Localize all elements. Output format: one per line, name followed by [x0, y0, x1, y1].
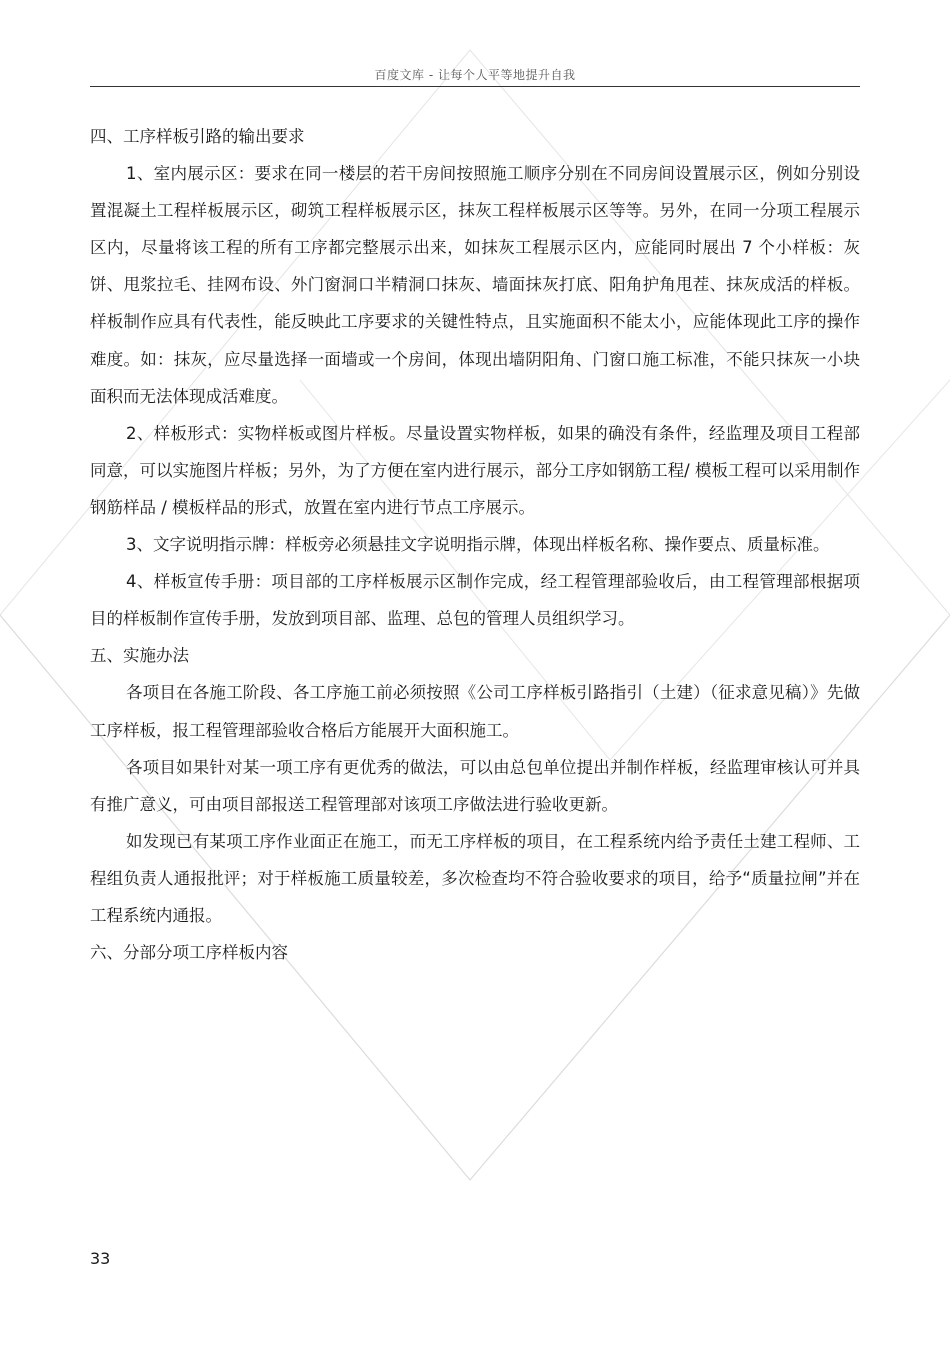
paragraph-indoor-display: 1、室内展示区：要求在同一楼层的若干房间按照施工顺序分别在不同房间设置展示区，例如分别设置混凝土工程样板展示区，砌筑工程样板展示区，抹灰工程样板展示区等等。另外，在同一分项工程展示区内，尽量将该工程的所有工序都完整展示出来，如抹灰工程展示区内，应能同时展出 7 个小样板：灰饼、甩浆拉毛、挂网布设、外门窗洞口半精洞口抹灰、墙面抹灰打底、阳角护角甩茬、抹灰成活的样板。样板制作应具有代表性，能反映此工序要求的关键性特点，且实施面积不能太小，应能体现此工序的操作难度。如：抹灰，应尽量选择一面墙或一个房间，体现出墙阴阳角、门窗口施工标准，不能只抹灰一小块面积而无法体现成活难度。 — [90, 164, 860, 406]
header-text: 百度文库 - 让每个人平等地提升自我 — [374, 68, 576, 82]
section-heading-4: 四、工序样板引路的输出要求 — [90, 127, 305, 146]
page-header — [90, 66, 860, 87]
paragraph-sample-form: 2、样板形式：实物样板或图片样板。尽量设置实物样板，如果的确没有条件，经监理及项目工程部同意，可以实施图片样板；另外，为了方便在室内进行展示，部分工序如钢筋工程/ 模板工程可以采用制作钢筋样品 / 模板样品的形式，放置在室内进行节点工序展示。 — [90, 423, 860, 517]
section-heading-5: 五、实施办法 — [90, 646, 189, 666]
paragraph-implementation-2: 各项目如果针对某一项工序有更优秀的做法，可以由总包单位提出并制作样板，经监理审核认可并具有推广意义，可由项目部报送工程管理部对该项工序做法进行验收更新。 — [90, 757, 860, 814]
paragraph-brochure: 4、样板宣传手册：项目部的工序样板展示区制作完成，经工程管理部验收后，由工程管理部根据项目的样板制作宣传手册，发放到项目部、监理、总包的管理人员组织学习。 — [90, 572, 860, 629]
paragraph-implementation-1: 各项目在各施工阶段、各工序施工前必须按照《公司工序样板引路指引（土建）（征求意见稿）》先做工序样板，报工程管理部验收合格后方能展开大面积施工。 — [90, 683, 860, 740]
section-heading-6: 六、分部分项工序样板内容 — [90, 943, 288, 963]
document-body — [90, 118, 860, 971]
paragraph-implementation-3: 如发现已有某项工序作业面正在施工，而无工序样板的项目，在工程系统内给予责任土建工程师、工程组负责人通报批评；对于样板施工质量较差，多次检查均不符合验收要求的项目，给予“质量拉闸”并在工程系统内通报。 — [90, 831, 860, 925]
page-number: 33 — [90, 1249, 111, 1268]
paragraph-sign-board: 3、文字说明指示牌：样板旁必须悬挂文字说明指示牌，体现出样板名称、操作要点、质量标准。 — [126, 535, 830, 555]
